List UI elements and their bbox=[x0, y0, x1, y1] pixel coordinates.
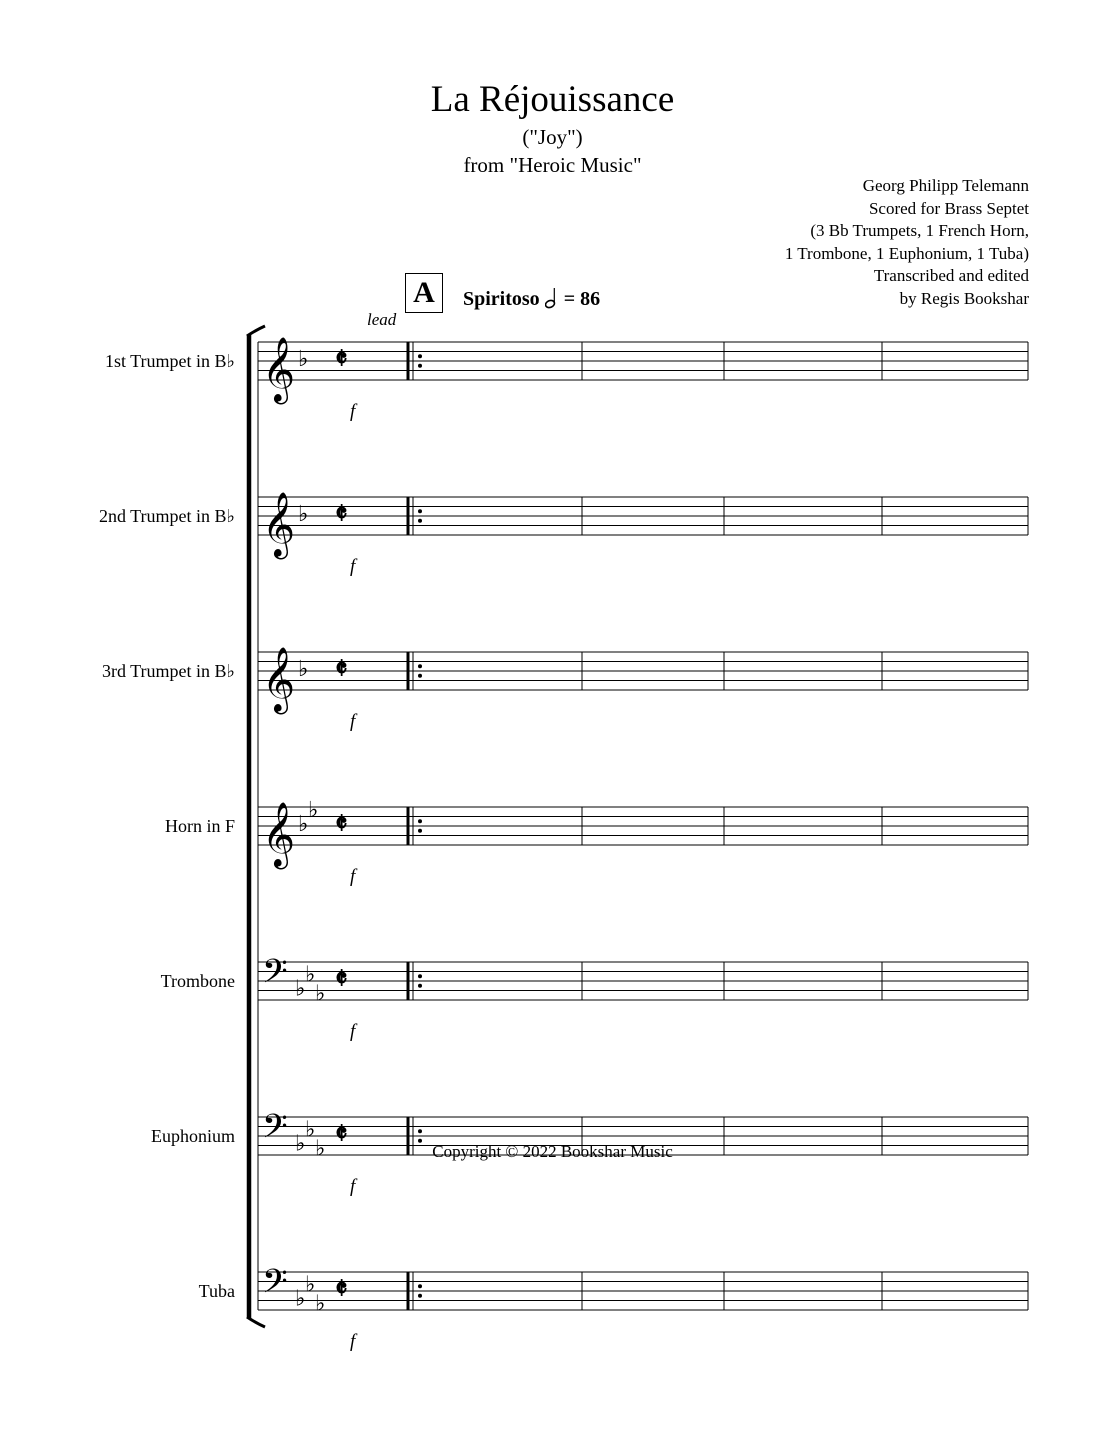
repeat-dot bbox=[418, 509, 422, 513]
credit-line: Georg Philipp Telemann bbox=[862, 176, 1029, 195]
score-subtitle: ("Joy") bbox=[522, 125, 583, 149]
credit-line: 1 Trombone, 1 Euphonium, 1 Tuba) bbox=[784, 243, 1029, 263]
tempo-value: = 86 bbox=[563, 288, 601, 310]
time-signature: 𝄵 bbox=[335, 344, 348, 375]
treble-clef-icon: 𝄞 bbox=[262, 339, 296, 401]
bass-clef-icon: 𝄢 bbox=[262, 1263, 288, 1308]
flat-icon: ♭ bbox=[315, 1135, 326, 1161]
repeat-dot bbox=[418, 664, 422, 668]
flat-icon: ♭ bbox=[305, 1271, 316, 1297]
flat-icon: ♭ bbox=[298, 501, 309, 526]
bracket-top-hook bbox=[247, 326, 265, 336]
credit-line: by Regis Bookshar bbox=[899, 288, 1029, 308]
repeat-dot bbox=[418, 984, 422, 988]
instrument-label-euphonium: Euphonium bbox=[151, 1126, 235, 1146]
dynamic-marking: f bbox=[350, 556, 356, 577]
copyright-notice: Copyright © 2022 Bookshar Music bbox=[432, 1142, 673, 1161]
repeat-dot bbox=[418, 519, 422, 523]
instrument-label-tuba: Tuba bbox=[198, 1281, 235, 1301]
staff-group bbox=[247, 326, 1028, 1352]
score-title: La Réjouissance bbox=[430, 79, 675, 120]
flat-icon: ♭ bbox=[305, 1116, 316, 1142]
instrument-label-trombone: Trombone bbox=[160, 971, 235, 991]
repeat-dot bbox=[418, 974, 422, 978]
time-signature: 𝄵 bbox=[335, 499, 348, 530]
rehearsal-mark: A bbox=[405, 273, 443, 313]
flat-icon: ♭ bbox=[315, 980, 326, 1006]
time-signature: 𝄵 bbox=[335, 1119, 348, 1150]
repeat-dot bbox=[418, 364, 422, 368]
credit-line: (3 Bb Trumpets, 1 French Horn, bbox=[810, 221, 1029, 241]
flat-icon: ♭ bbox=[298, 656, 309, 681]
repeat-dot bbox=[418, 1129, 422, 1133]
tempo-word: Spiritoso bbox=[463, 288, 540, 310]
flat-icon: ♭ bbox=[298, 811, 309, 836]
dynamic-marking: f bbox=[350, 1331, 356, 1352]
repeat-dot bbox=[418, 1294, 422, 1298]
time-signature: 𝄵 bbox=[335, 964, 348, 995]
flat-icon: ♭ bbox=[298, 346, 309, 371]
repeat-dot bbox=[418, 1284, 422, 1288]
bass-clef-icon: 𝄢 bbox=[262, 953, 288, 998]
instrument-label-horn: Horn in F bbox=[164, 816, 235, 836]
bass-clef-icon: 𝄢 bbox=[262, 1108, 288, 1153]
dynamic-marking: f bbox=[350, 401, 356, 422]
repeat-dot bbox=[418, 819, 422, 823]
score-subtitle-source: from "Heroic Music" bbox=[463, 153, 642, 177]
repeat-dot bbox=[418, 674, 422, 678]
instrument-label-trumpet-1: 1st Trumpet in B♭ bbox=[104, 351, 235, 371]
treble-clef-icon: 𝄞 bbox=[262, 649, 296, 711]
flat-icon: ♭ bbox=[295, 975, 306, 1001]
flat-icon: ♭ bbox=[295, 1130, 306, 1156]
dynamic-marking: f bbox=[350, 1176, 356, 1197]
dynamic-marking: f bbox=[350, 711, 356, 732]
flat-icon: ♭ bbox=[308, 796, 319, 822]
credit-line: Transcribed and edited bbox=[873, 266, 1029, 286]
treble-clef-icon: 𝄞 bbox=[262, 804, 296, 866]
flat-icon: ♭ bbox=[315, 1290, 326, 1316]
time-signature: 𝄵 bbox=[335, 1274, 348, 1305]
instrument-label-trumpet-3: 3rd Trumpet in B♭ bbox=[101, 661, 235, 681]
treble-clef-icon: 𝄞 bbox=[262, 494, 296, 556]
credit-line: Scored for Brass Septet bbox=[868, 198, 1029, 218]
repeat-dot bbox=[418, 829, 422, 833]
flat-icon: ♭ bbox=[305, 961, 316, 987]
dynamic-marking: f bbox=[350, 866, 356, 887]
flat-icon: ♭ bbox=[295, 1285, 306, 1311]
dynamic-marking: f bbox=[350, 1021, 356, 1042]
lead-marking: lead bbox=[367, 310, 397, 329]
time-signature: 𝄵 bbox=[335, 809, 348, 840]
repeat-dot bbox=[418, 354, 422, 358]
bracket-bottom-hook bbox=[247, 1317, 265, 1327]
instrument-label-trumpet-2: 2nd Trumpet in B♭ bbox=[98, 506, 235, 526]
time-signature: 𝄵 bbox=[335, 654, 348, 685]
